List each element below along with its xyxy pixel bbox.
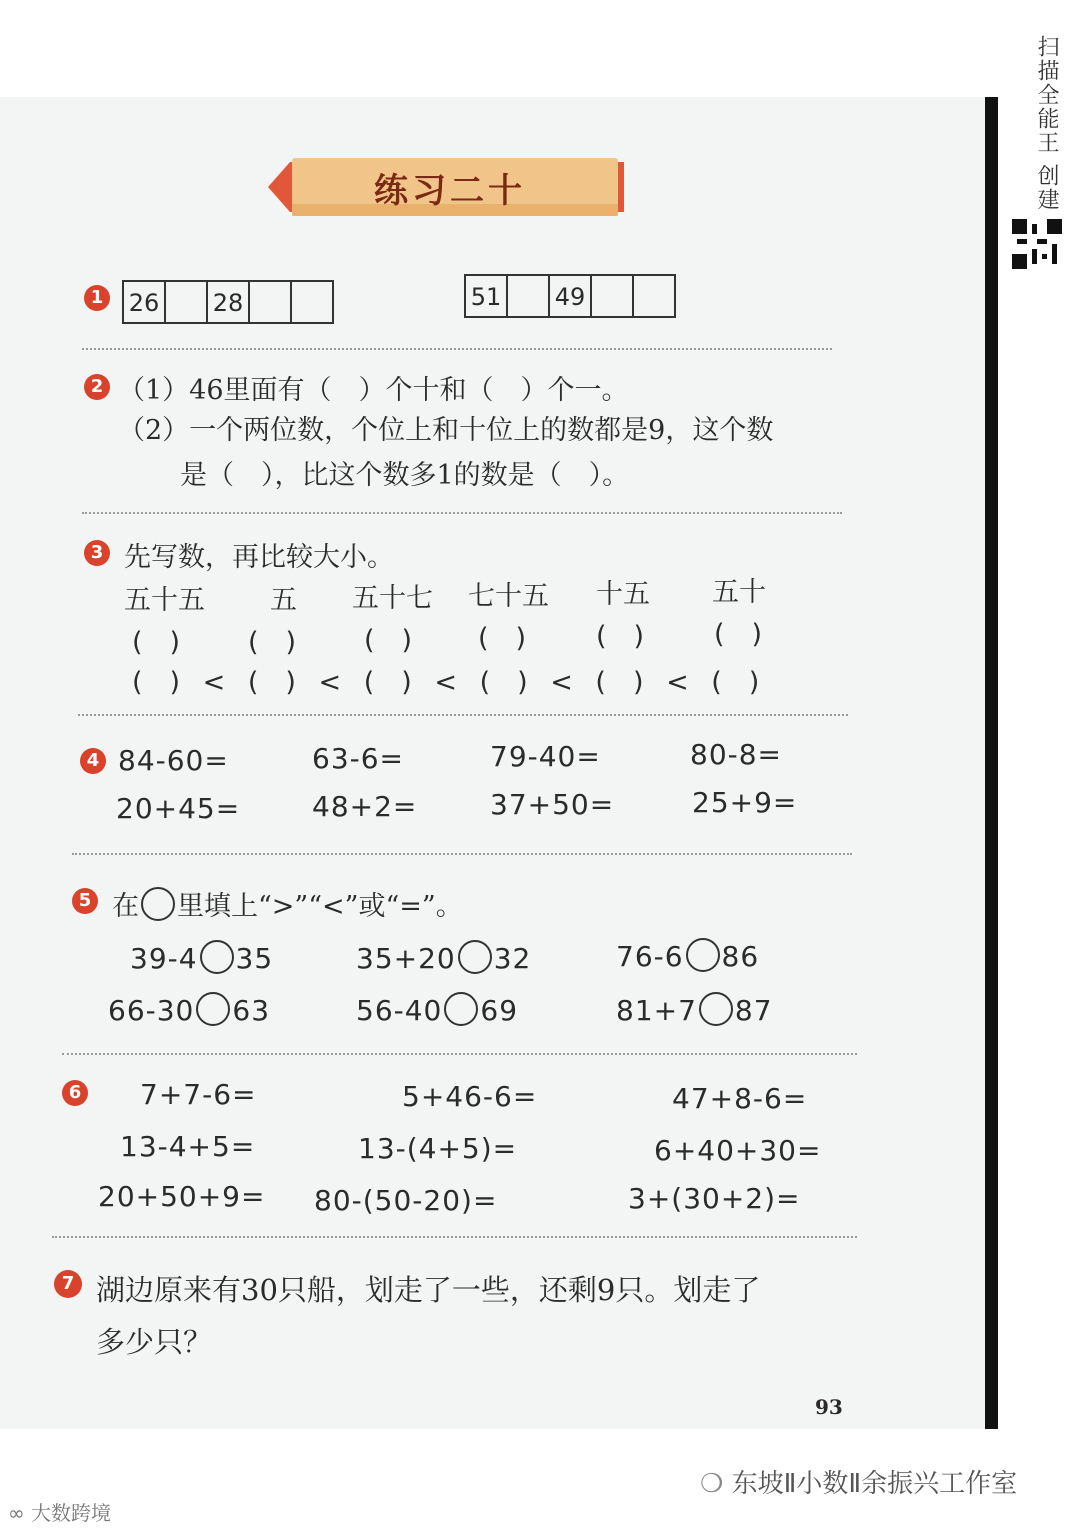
compare-circle[interactable] [699,992,733,1026]
question-number-2: 2 [84,374,110,400]
page-edge [985,97,998,1429]
answer-blank[interactable]: ( ) [132,627,181,658]
compare-right: 87 [734,994,773,1027]
q5-prompt [112,884,463,923]
answer-blank[interactable]: ( ) [714,619,763,650]
seq-cell[interactable] [292,282,332,322]
compare-item [108,992,270,1027]
compare-item [356,940,531,975]
compare-item [616,992,773,1027]
equation: 5+46-6= [402,1080,538,1113]
answer-blank[interactable]: ( ) [248,627,297,658]
question-number-1: 1 [84,285,110,311]
compare-left: 56-40 [356,994,443,1027]
seq-cell: 28 [208,282,250,322]
question-number-6: 6 [62,1080,88,1106]
circle-icon [141,887,175,921]
q7-line-1: 湖边原来有30只船，划走了一些，还剩9只。划走了 [96,1273,761,1307]
equation: 13-(4+5)= [358,1132,518,1165]
q3-word: 十五 [596,579,650,610]
q3-word: 五十五 [124,585,205,616]
compare-left: 39-4 [130,942,198,975]
q3-word: 七十五 [468,581,549,612]
compare-item [130,940,273,975]
compare-circle[interactable] [686,938,720,972]
question-number-3: 3 [84,540,110,566]
equation: 80-(50-20)= [314,1184,498,1217]
q3-word: 五十七 [352,583,433,614]
equation: 80-8= [690,738,783,771]
seq-cell[interactable] [592,276,634,316]
seq-cell[interactable] [166,282,208,322]
divider [62,1053,857,1055]
divider [78,714,848,716]
question-number-5: 5 [72,888,98,914]
q2-line-2: （2）一个两位数，个位上和十位上的数都是9，这个数 [118,415,774,446]
compare-right: 63 [232,994,271,1027]
equation: 25+9= [692,786,798,819]
page-title: 练习二十 [374,171,526,211]
q2-line-3: 是（ ），比这个数多1的数是（ ）。 [180,460,630,491]
logo-icon: ∞ [8,1501,25,1525]
compare-circle[interactable] [200,940,234,974]
q5-prompt-b: 里填上“>”“<”或“=”。 [177,891,463,922]
divider [82,512,842,514]
corner-watermark [8,1497,111,1526]
seq-cell: 26 [124,282,166,322]
compare-circle[interactable] [196,992,230,1026]
compare-item [356,992,518,1027]
corner-watermark-text: 大数跨境 [31,1501,112,1525]
seq-cell: 49 [550,276,592,316]
wechat-watermark-text: 东坡Ⅱ小数Ⅱ余振兴工作室 [731,1469,1018,1499]
compare-left: 81+7 [616,994,697,1027]
q5-prompt-a: 在 [112,891,139,922]
answer-blank[interactable]: ( ) [478,623,527,654]
qr-code-icon [1012,218,1062,270]
equation: 3+(30+2)= [628,1182,801,1215]
compare-left: 76-6 [616,940,684,973]
compare-circle[interactable] [458,940,492,974]
compare-left: 66-30 [108,994,195,1027]
equation: 84-60= [118,744,229,777]
wechat-icon: ❍ [700,1469,724,1499]
divider [72,853,852,855]
compare-right: 69 [480,994,519,1027]
equation: 13-4+5= [120,1130,256,1163]
equation: 79-40= [490,740,601,773]
wechat-watermark [700,1463,1017,1500]
equation: 63-6= [312,742,405,775]
compare-item [616,938,759,973]
compare-left: 35+20 [356,942,456,975]
q7-line-2: 多少只？ [96,1325,213,1359]
seq-cell[interactable] [250,282,292,322]
page-number: 93 [815,1395,843,1419]
compare-right: 86 [721,940,760,973]
q2-line-1: （1）46里面有（ ）个十和（ ）个一。 [118,375,629,406]
q3-compare-row[interactable]: ( ) < ( ) < ( ) < ( ) < ( ) < ( ) [132,667,760,698]
question-number-7: 7 [54,1270,82,1298]
divider [52,1236,857,1238]
seq-cell[interactable] [634,276,674,316]
q3-word: 五十 [712,577,766,608]
equation: 20+45= [116,792,241,825]
equation: 20+50+9= [98,1180,266,1213]
compare-circle[interactable] [444,992,478,1026]
equation: 7+7-6= [140,1078,257,1111]
number-sequence-2 [464,274,676,318]
number-sequence-1 [122,280,334,324]
divider [82,348,832,350]
answer-blank[interactable]: ( ) [596,621,645,652]
equation: 47+8-6= [672,1082,808,1115]
equation: 6+40+30= [654,1134,822,1167]
q3-prompt: 先写数，再比较大小。 [124,542,394,573]
scanner-watermark: 扫描全能王 创建 [1034,35,1059,212]
q3-word: 五 [270,585,297,616]
seq-cell[interactable] [508,276,550,316]
compare-right: 35 [235,942,274,975]
answer-blank[interactable]: ( ) [364,625,413,656]
equation: 48+2= [312,790,418,823]
seq-cell: 51 [466,276,508,316]
equation: 37+50= [490,788,615,821]
compare-right: 32 [493,942,532,975]
question-number-4: 4 [80,748,106,774]
